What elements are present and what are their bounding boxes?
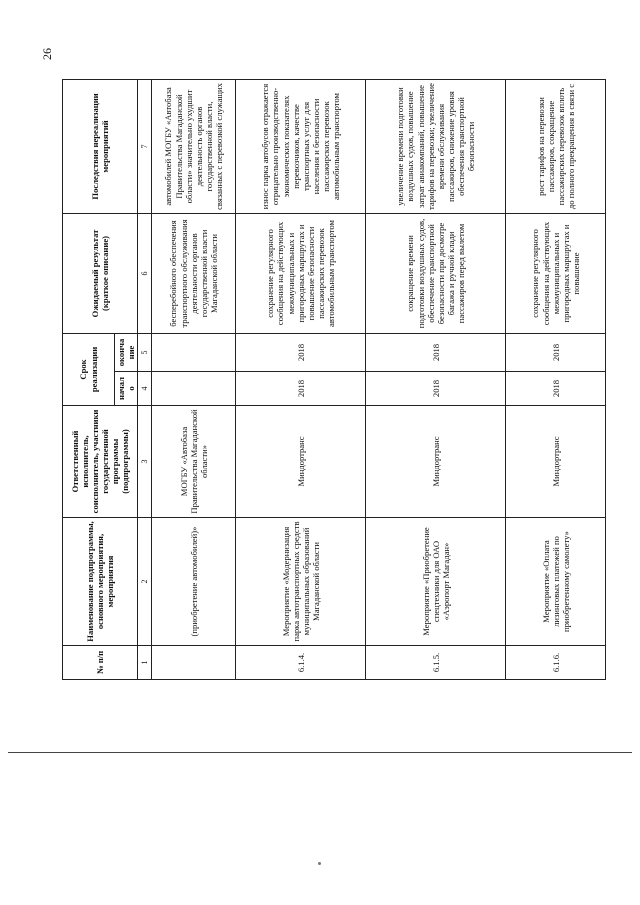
header-term: Срок реализации (63, 333, 115, 405)
row-num: 6.1.5. (366, 646, 506, 680)
col-number: 7 (138, 79, 152, 213)
col-number: 4 (138, 372, 152, 406)
header-row-1 (63, 79, 115, 679)
header-name: Наименование подпрограммы, основного мероприятия, мероприятия (63, 518, 138, 646)
row-executor: Миндортранс (506, 406, 606, 518)
row-num (152, 646, 236, 680)
row-start: 2018 (236, 372, 366, 406)
row-result: сокращение времени подготовки воздушных судов, обеспечение транспортной безопасности при досмотре багажа и ручной клади пассажиров перед вылетом (366, 213, 506, 333)
row-num: 6.1.6. (506, 646, 606, 680)
page-number: 26 (40, 48, 54, 60)
row-name: (приобретение автомобилей)» (152, 518, 236, 646)
header-start: начало (115, 372, 138, 406)
row-result: сохранение регулярного сообщения на действующих межмуниципальных и пригородных маршрутах и повышение безопасности пассажирских перевозок автомобильным транспортом (236, 213, 366, 333)
header-executor: Ответственный исполнитель, соисполнитель, участники государственной программы (подпрограммы) (63, 406, 138, 518)
header-consequence: Последствия нереализации мероприятий (63, 79, 138, 213)
row-end: 2018 (366, 333, 506, 371)
header-result: Ожидаемый результат (краткое описание) (63, 213, 138, 333)
row-name: Мероприятие «Приобретение спецтехники для ОАО «Аэропорт Магадан» (366, 518, 506, 646)
row-name: Мероприятие «Модернизация парка автотранспортных средств муниципальных образований Магаданской области (236, 518, 366, 646)
row-num: 6.1.4. (236, 646, 366, 680)
row-end: 2018 (506, 333, 606, 371)
scan-artifact-dot (318, 862, 321, 865)
row-executor: МОГБУ «Автобаза Правительства Магаданской области» (152, 406, 236, 518)
row-result: сохранение регулярного сообщения на действующих межмуниципальных и пригородных маршрутах и повышение (506, 213, 606, 333)
table-row (366, 79, 506, 679)
row-executor: Миндортранс (366, 406, 506, 518)
col-number: 3 (138, 406, 152, 518)
col-number: 1 (138, 646, 152, 680)
rotated-table-container (62, 80, 582, 680)
program-measures-table (62, 79, 606, 680)
col-number: 6 (138, 213, 152, 333)
numbering-row (138, 79, 152, 679)
table-row (152, 79, 236, 679)
row-start (152, 372, 236, 406)
row-end (152, 333, 236, 371)
row-consequence: рост тарифов на перевозки пассажиров, сокращение пассажирских перевозок вплоть до полного прекращения в связи с (506, 79, 606, 213)
row-result: бесперебойного обеспечения транспортного обслуживания деятельности органов государственной власти Магаданской области (152, 213, 236, 333)
row-consequence: износ парка автобусов отражается отрицательно производственно-экономических показателях перевозчиков, качестве транспортных услуг для населения и безопасности пассажирских перевозок автомобильным транспортом (236, 79, 366, 213)
row-start: 2018 (366, 372, 506, 406)
row-consequence: автомобилей МОГБУ «Автобаза Правительства Магаданской области» значительно ухудшит деятельность органов государственной власти, связанных с перевозкой служащих (152, 79, 236, 213)
row-start: 2018 (506, 372, 606, 406)
col-number: 2 (138, 518, 152, 646)
col-number: 5 (138, 333, 152, 371)
row-end: 2018 (236, 333, 366, 371)
row-executor: Миндортранс (236, 406, 366, 518)
page-divider-line (8, 752, 632, 753)
header-end: окончание (115, 333, 138, 371)
row-consequence: увеличение времени подготовки воздушных судов, повышение затрат авиакомпаний, повышение тарифов на перевозки; увеличение времени обслуживания пассажиров, снижение уровня обеспечения транспортной безопасности (366, 79, 506, 213)
row-name: Мероприятие «Оплата лизинговых платежей по приобретенному самолету» (506, 518, 606, 646)
table-row (506, 79, 606, 679)
table-row (236, 79, 366, 679)
header-num: № п/п (63, 646, 138, 680)
